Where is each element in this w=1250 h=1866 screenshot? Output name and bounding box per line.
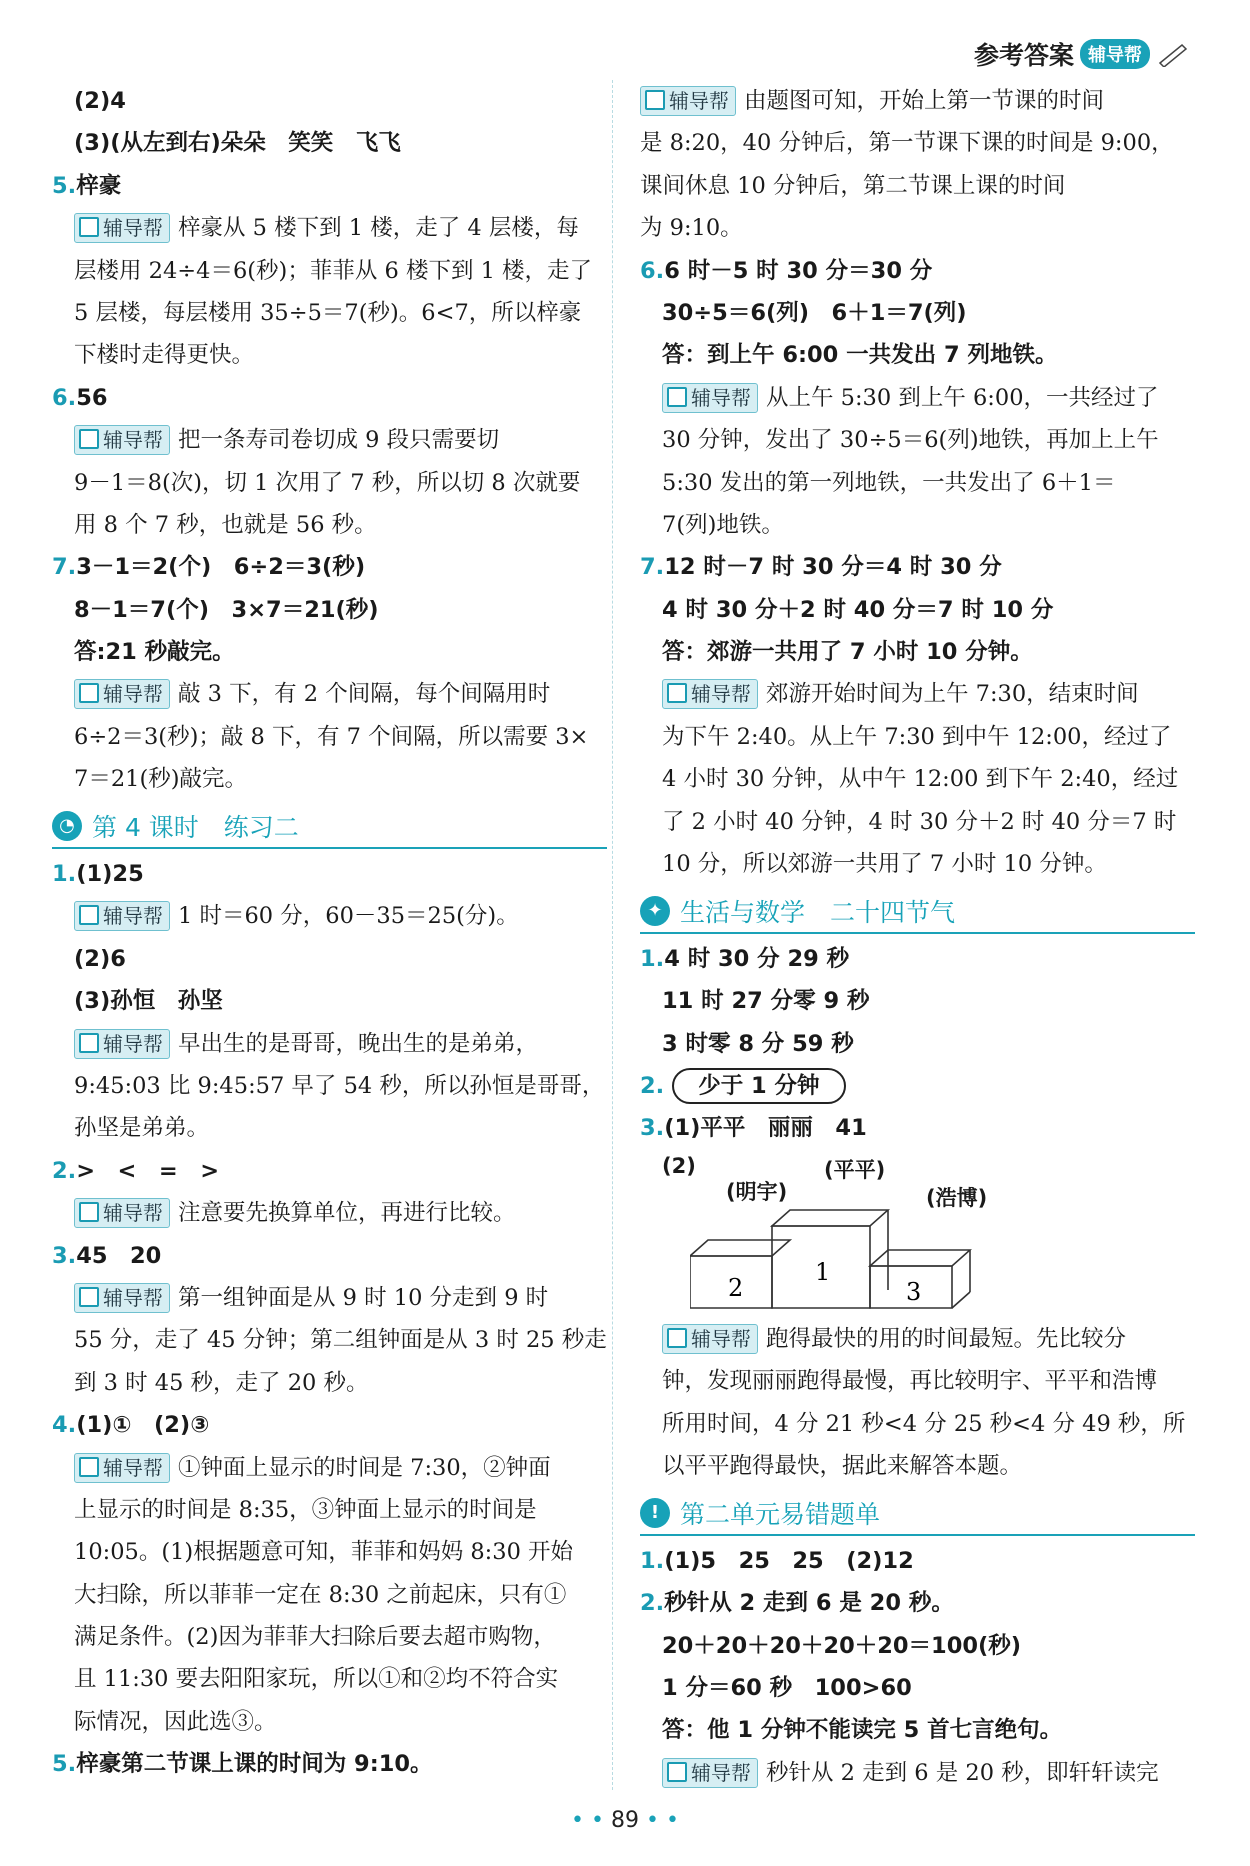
hint-text: 早出生的是哥哥，晚出生的是弟弟，	[178, 1030, 539, 1057]
hint-text: 满足条件。(2)因为菲菲大扫除后要去超市购物，	[74, 1624, 556, 1651]
question-number: 1.	[640, 945, 665, 972]
podium-diagram	[640, 1150, 1195, 1318]
hint-text: 到 3 时 45 秒，走了 20 秒。	[74, 1369, 369, 1396]
page-footer	[0, 1808, 1250, 1833]
answer-line: 答：郊游一共用了 7 小时 10 分钟。	[662, 639, 1033, 666]
question-number: 5.	[52, 1751, 77, 1778]
hint-text: 10 分，所以郊游一共用了 7 小时 10 分钟。	[662, 851, 1107, 878]
hint-text: 下楼时走得更快。	[74, 342, 255, 369]
hint-text: 由题图可知，开始上第一节课的时间	[744, 88, 1105, 114]
hint-text: 5 层楼，每层楼用 35÷5＝7(秒)。6<7，所以梓豪	[74, 299, 582, 326]
hint-text: 大扫除，所以菲菲一定在 8:30 之前起床，只有①	[74, 1581, 567, 1608]
answer-line: 1 分＝60 秒 100>60	[662, 1674, 912, 1701]
question-number: 2.	[52, 1157, 77, 1184]
hint-tag: 辅导帮	[74, 1198, 170, 1228]
hint-text: 层楼用 24÷4＝6(秒)；菲菲从 6 楼下到 1 楼，走了	[74, 257, 593, 284]
hint-tag: 辅导帮	[74, 901, 170, 931]
column-divider	[612, 80, 613, 1790]
question-number: 3.	[640, 1115, 665, 1142]
answer-text: (1)平平 丽丽 41	[664, 1115, 867, 1142]
hint-text: 敲 3 下，有 2 个间隔，每个间隔用时	[178, 681, 551, 708]
section-heading	[52, 805, 607, 849]
book-icon	[667, 1762, 687, 1782]
answer-text: 6 时－5 时 30 分＝30 分	[664, 257, 933, 284]
answer-text: (1)5 25 25 (2)12	[664, 1547, 914, 1574]
hint-text: 且 11:30 要去阳阳家玩，所以①和②均不符合实	[74, 1666, 559, 1693]
header-title: 参考答案	[973, 41, 1074, 70]
hint-text: ①钟面上显示的时间是 7:30，②钟面	[178, 1454, 551, 1481]
answer-line: 11 时 27 分零 9 秒	[662, 988, 870, 1015]
question-number: 1.	[640, 1547, 665, 1574]
hint-text: 1 时＝60 分，60－35＝25(分)。	[178, 903, 519, 930]
page-number: 89	[611, 1808, 639, 1833]
right-column	[640, 80, 1195, 1794]
question-number: 2.	[640, 1590, 665, 1617]
answer-text: > < = >	[76, 1157, 220, 1184]
hint-tag: 辅导帮	[74, 425, 170, 455]
hint-tag: 辅导帮	[662, 679, 758, 709]
question-number: 7.	[52, 554, 77, 581]
section-heading	[640, 1491, 1195, 1535]
left-column	[52, 80, 607, 1786]
podium-rank-right: 3	[906, 1277, 922, 1306]
book-icon	[667, 1328, 687, 1348]
book-icon	[79, 1033, 99, 1053]
hint-text: 为下午 2:40。从上午 7:30 到中午 12:00，经过了	[662, 723, 1172, 750]
answer-line: 3 时零 8 分 59 秒	[662, 1030, 854, 1057]
hint-tag: 辅导帮	[74, 1029, 170, 1059]
question-number: 6.	[640, 257, 665, 284]
hint-text: 为 9:10。	[640, 215, 743, 242]
answer-line: (3)孙恒 孙坚	[74, 988, 223, 1015]
answer-line: 答：他 1 分钟不能读完 5 首七言绝句。	[662, 1717, 1063, 1744]
header-badge: 辅导帮	[1080, 39, 1150, 69]
answer-line: (2)4	[74, 88, 126, 114]
footer-dots-icon: • •	[571, 1808, 604, 1833]
answer-text: (2)	[662, 1153, 696, 1178]
question-number: 1.	[52, 861, 77, 888]
answer-line: 8－1＝7(个) 3×7＝21(秒)	[74, 596, 379, 623]
question-number: 2.	[640, 1072, 665, 1099]
hint-text: 4 小时 30 分钟，从中午 12:00 到下午 2:40，经过	[662, 766, 1179, 793]
section-title: 第二单元易错题单	[680, 1499, 881, 1529]
podium-rank-mid: 1	[815, 1257, 831, 1286]
hint-text: 10:05。(1)根据题意可知，菲菲和妈妈 8:30 开始	[74, 1539, 574, 1566]
answer-text: 4 时 30 分 29 秒	[664, 945, 850, 972]
question-number: 4.	[52, 1412, 77, 1439]
answer-line: (2)6	[74, 945, 126, 972]
footer-dots-icon: • •	[646, 1808, 679, 1833]
hint-text: 是 8:20，40 分钟后，第一节课下课的时间是 9:00，	[640, 130, 1174, 157]
podium-top-right	[870, 1250, 970, 1266]
page-header	[974, 34, 1190, 74]
hint-text: 梓豪从 5 楼下到 1 楼，走了 4 层楼，每	[178, 215, 579, 242]
book-icon	[667, 387, 687, 407]
answer-pill: 少于 1 分钟	[672, 1068, 845, 1104]
hint-tag: 辅导帮	[74, 1283, 170, 1313]
hint-tag: 辅导帮	[640, 86, 736, 116]
hint-text: 注意要先换算单位，再进行比较。	[178, 1200, 516, 1227]
podium-svg	[690, 1190, 972, 1318]
podium-name-right: (浩博)	[926, 1185, 988, 1210]
hint-text: 际情况，因此选③。	[74, 1708, 277, 1735]
hint-text: 7＝21(秒)敲完。	[74, 766, 248, 793]
answer-line: (3)(从左到右)朵朵 笑笑 飞飞	[74, 130, 401, 157]
hint-text: 9－1＝8(次)，切 1 次用了 7 秒，所以切 8 次就要	[74, 469, 581, 496]
answer-text: 56	[76, 384, 108, 411]
podium-rank-left: 2	[728, 1273, 744, 1302]
answer-text: 梓豪第二节课上课的时间为 9:10。	[76, 1751, 433, 1778]
hint-text: 跑得最快的用的时间最短。先比较分	[766, 1325, 1127, 1352]
answer-line: 30÷5＝6(列) 6＋1＝7(列)	[662, 299, 967, 326]
hint-tag: 辅导帮	[662, 1758, 758, 1788]
hint-text: 以平平跑得最快，据此来解答本题。	[662, 1452, 1023, 1479]
hint-text: 6÷2＝3(秒)；敲 8 下，有 7 个间隔，所以需要 3×	[74, 723, 589, 750]
answer-text: 3－1＝2(个) 6÷2＝3(秒)	[76, 554, 366, 581]
answer-text: 梓豪	[76, 172, 122, 199]
book-icon	[667, 683, 687, 703]
hint-tag: 辅导帮	[74, 213, 170, 243]
answer-line: 20＋20＋20＋20＋20＝100(秒)	[662, 1632, 1022, 1659]
book-icon	[79, 1457, 99, 1477]
hint-tag: 辅导帮	[662, 1324, 758, 1354]
question-number: 3.	[52, 1242, 77, 1269]
answer-line: 4 时 30 分＋2 时 40 分＝7 时 10 分	[662, 596, 1054, 623]
book-icon	[79, 905, 99, 925]
hint-text: 从上午 5:30 到上午 6:00，一共经过了	[766, 384, 1159, 411]
hint-text: 5:30 发出的第一列地铁，一共发出了 6＋1＝	[662, 469, 1116, 496]
podium-top-left	[690, 1240, 790, 1256]
hint-text: 郊游开始时间为上午 7:30，结束时间	[766, 681, 1139, 708]
question-number: 6.	[52, 384, 77, 411]
answer-line: 答:21 秒敲完。	[74, 639, 235, 666]
hint-text: 孙坚是弟弟。	[74, 1115, 210, 1142]
book-icon	[79, 1202, 99, 1222]
hint-text: 30 分钟，发出了 30÷5＝6(列)地铁，再加上上午	[662, 427, 1159, 454]
answer-line: 答：到上午 6:00 一共发出 7 列地铁。	[662, 342, 1058, 369]
answer-text: (1)25	[76, 861, 144, 888]
question-number: 5.	[52, 172, 77, 199]
section-heading	[640, 889, 1195, 933]
book-icon	[79, 1287, 99, 1307]
answer-text: 秒针从 2 走到 6 是 20 秒。	[664, 1590, 954, 1617]
answer-text: 12 时－7 时 30 分＝4 时 30 分	[664, 554, 1002, 581]
hint-text: 用 8 个 7 秒，也就是 56 秒。	[74, 511, 377, 538]
question-number: 7.	[640, 554, 665, 581]
book-icon	[79, 429, 99, 449]
hint-text: 55 分，走了 45 分钟；第二组钟面是从 3 时 25 秒走	[74, 1327, 607, 1354]
hint-text: 所用时间，4 分 21 秒<4 分 25 秒<4 分 49 秒，所	[662, 1410, 1186, 1437]
podium-name-mid: (平平)	[824, 1157, 886, 1182]
hint-tag: 辅导帮	[74, 679, 170, 709]
answer-text: (1)① (2)③	[76, 1412, 210, 1439]
hint-text: 7(列)地铁。	[662, 511, 784, 538]
lesson-icon: ◔	[52, 811, 82, 841]
book-icon	[79, 683, 99, 703]
hint-text: 把一条寿司卷切成 9 段只需要切	[178, 427, 500, 454]
pencil-icon	[1156, 41, 1190, 67]
section-title: 生活与数学 二十四节气	[680, 897, 956, 927]
telescope-icon: ✦	[640, 896, 670, 926]
answer-text: 45 20	[76, 1242, 162, 1269]
section-title: 第 4 课时 练习二	[92, 812, 299, 842]
exclamation-icon: !	[640, 1498, 670, 1528]
hint-tag: 辅导帮	[74, 1453, 170, 1483]
hint-text: 上显示的时间是 8:35，③钟面上显示的时间是	[74, 1496, 537, 1523]
podium-top-mid	[772, 1210, 888, 1226]
book-icon	[79, 217, 99, 237]
hint-text: 第一组钟面是从 9 时 10 分走到 9 时	[178, 1284, 549, 1311]
hint-text: 秒针从 2 走到 6 是 20 秒，即轩轩读完	[766, 1759, 1159, 1786]
hint-tag: 辅导帮	[662, 383, 758, 413]
hint-text: 课间休息 10 分钟后，第二节课上课的时间	[640, 172, 1066, 199]
hint-text: 9:45:03 比 9:45:57 早了 54 秒，所以孙恒是哥哥，	[74, 1072, 605, 1099]
podium-name-left: (明宇)	[726, 1179, 788, 1204]
hint-text: 钟，发现丽丽跑得最慢，再比较明宇、平平和浩博	[662, 1368, 1158, 1395]
hint-text: 了 2 小时 40 分钟，4 时 30 分＋2 时 40 分＝7 时	[662, 808, 1177, 835]
book-icon	[645, 90, 665, 110]
